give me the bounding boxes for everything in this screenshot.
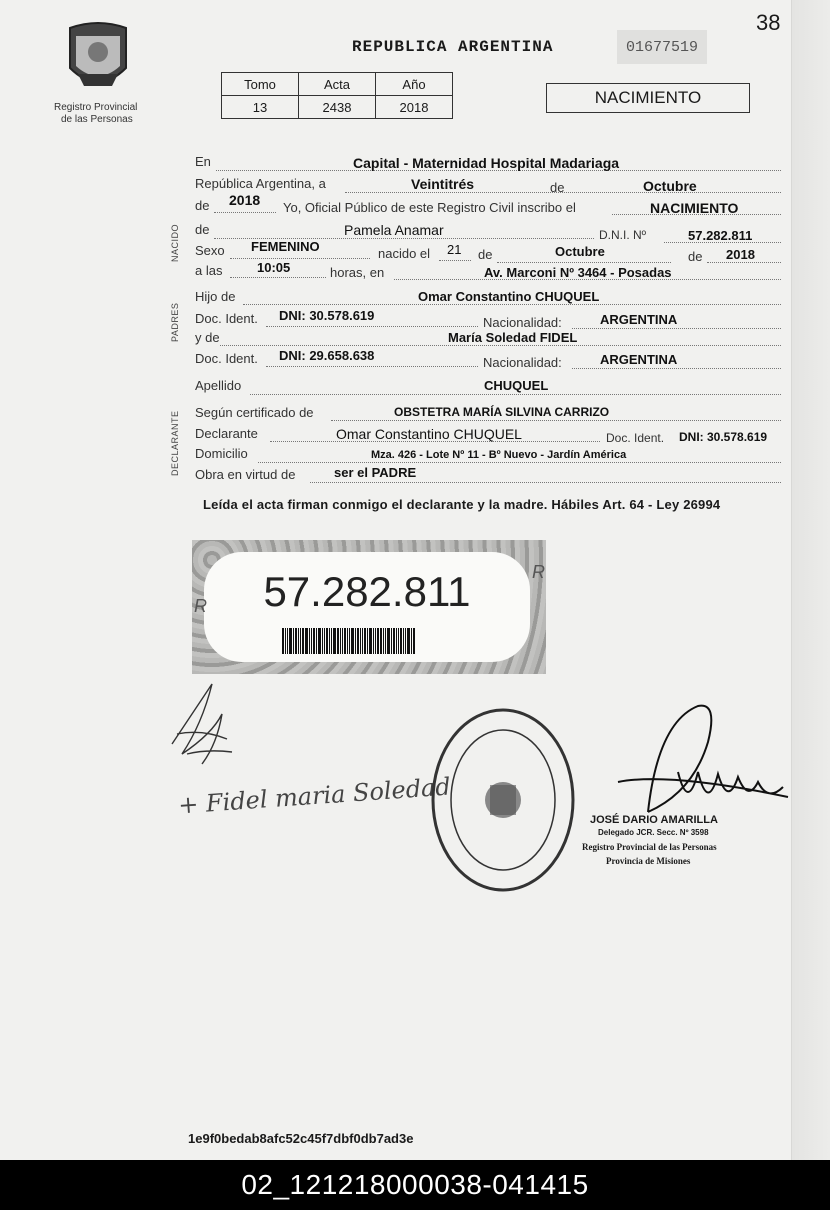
apellido-label: Apellido xyxy=(195,378,242,393)
file-id: 02_121218000038-041415 xyxy=(241,1169,589,1200)
table-header-row xyxy=(222,73,453,96)
obra-value: ser el PADRE xyxy=(334,465,417,480)
birth-place-value: Capital - Maternidad Hospital Madariaga xyxy=(353,155,620,171)
mother-name-value: María Soledad FIDEL xyxy=(448,330,578,345)
serial-number: 01677519 xyxy=(617,30,707,64)
horas-label: horas, en xyxy=(330,265,385,280)
yde-label: y de xyxy=(195,330,220,345)
table-row xyxy=(222,96,453,119)
nacido-el-label: nacido el xyxy=(378,246,431,261)
declarante-doc-value: DNI: 30.578.619 xyxy=(679,430,768,444)
declarante-label: Declarante xyxy=(195,426,258,441)
header-acta: Acta xyxy=(299,73,376,96)
section-label-nacido: NACIDO xyxy=(170,223,180,262)
page-number: 38 xyxy=(756,10,781,35)
sticker-mark-right: R xyxy=(532,562,545,582)
value-ano: 2018 xyxy=(376,96,453,119)
year-prefix-label: de xyxy=(195,198,210,213)
republica-label: República Argentina, a xyxy=(195,176,326,191)
barcode xyxy=(282,628,462,654)
birth-day-value: 21 xyxy=(447,242,462,257)
nac1-label: Nacionalidad: xyxy=(483,315,562,330)
country-title: REPUBLICA ARGENTINA xyxy=(352,38,554,56)
declarante-value: Omar Constantino CHUQUEL xyxy=(336,426,522,442)
hijo-label: Hijo de xyxy=(195,289,236,304)
document-type-box: NACIMIENTO xyxy=(546,83,750,113)
decl-doc-label: Doc. Ident. xyxy=(606,431,665,445)
child-dni-value: 57.282.811 xyxy=(688,228,753,243)
official-seal-icon xyxy=(428,705,578,895)
father-doc-value: DNI: 30.578.619 xyxy=(279,308,375,323)
child-name-value: Pamela Anamar xyxy=(344,222,444,238)
father-name-value: Omar Constantino CHUQUEL xyxy=(418,289,600,304)
name-de-label: de xyxy=(195,222,210,237)
value-acta: 2438 xyxy=(299,96,376,119)
sticker-mark-left: R xyxy=(194,596,207,616)
year-value: 2018 xyxy=(229,192,261,208)
mother-nationality-value: ARGENTINA xyxy=(600,352,678,367)
cert-value: OBSTETRA MARÍA SILVINA CARRIZO xyxy=(394,405,610,419)
official-name: JOSÉ DARIO AMARILLA xyxy=(590,814,718,826)
mother-doc-value: DNI: 29.658.638 xyxy=(279,348,375,363)
domicilio-value: Mza. 426 - Lote Nº 11 - Bº Nuevo - Jardín América xyxy=(371,449,627,461)
lugar-value: Av. Marconi Nº 3464 - Posadas xyxy=(484,265,672,280)
obra-label: Obra en virtud de xyxy=(195,467,296,482)
nac2-label: Nacionalidad: xyxy=(483,355,562,370)
logo-org-line1: Registro Provincial xyxy=(54,102,138,113)
coat-of-arms-icon xyxy=(62,18,134,98)
dni-label: D.N.I. Nº xyxy=(599,228,647,242)
birth-de1-label: de xyxy=(478,247,493,262)
dni-sticker-number: 57.282.811 xyxy=(263,568,471,615)
section-label-padres: PADRES xyxy=(170,302,180,342)
de-label: de xyxy=(550,180,565,195)
father-nationality-value: ARGENTINA xyxy=(600,312,678,327)
apellido-value: CHUQUEL xyxy=(484,378,549,393)
provincial-logo xyxy=(62,18,134,98)
dni-sticker xyxy=(192,540,546,674)
header-ano: Año xyxy=(376,73,453,96)
header-tomo: Tomo xyxy=(222,73,299,96)
declarant-signature-icon xyxy=(162,674,242,774)
hora-value: 10:05 xyxy=(257,260,291,275)
month-value: Octubre xyxy=(643,178,697,194)
value-tomo: 13 xyxy=(222,96,299,119)
logo-org-line2: de las Personas xyxy=(61,114,133,125)
domicilio-label: Domicilio xyxy=(195,446,248,461)
document-hash: 1e9f0bedab8afc52c45f7dbf0db7ad3e xyxy=(188,1131,414,1146)
official-signature-icon xyxy=(588,702,798,822)
sexo-label: Sexo xyxy=(195,243,225,258)
closing-note: Leída el acta firman conmigo el declarante y la madre. Hábiles Art. 64 - Ley 26994 xyxy=(203,497,721,512)
section-label-declarante: DECLARANTE xyxy=(170,410,180,476)
sexo-value: FEMENINO xyxy=(251,239,320,254)
doc2-label: Doc. Ident. xyxy=(195,351,258,366)
official-role: Delegado JCR. Secc. Nº 3598 xyxy=(598,828,709,837)
inscribe-type-value: NACIMIENTO xyxy=(650,200,739,216)
cert-label: Según certificado de xyxy=(195,405,314,420)
oficial-text: Yo, Oficial Público de este Registro Civil inscribo el xyxy=(283,200,576,215)
birth-month-value: Octubre xyxy=(555,244,605,259)
page-edge xyxy=(791,0,830,1160)
file-id-bar xyxy=(0,1160,830,1210)
birth-de2-label: de xyxy=(688,249,703,264)
doc1-label: Doc. Ident. xyxy=(195,311,258,326)
alas-label: a las xyxy=(195,263,223,278)
dni-sticker-panel xyxy=(204,552,530,662)
birth-year-value: 2018 xyxy=(726,247,755,262)
mother-signature: + Fidel maria Soledad xyxy=(177,772,452,820)
official-org: Registro Provincial de las Personas xyxy=(582,842,717,852)
official-province: Provincia de Misiones xyxy=(606,856,691,866)
en-label: En xyxy=(195,154,211,169)
tomo-acta-table xyxy=(221,72,453,119)
day-words-value: Veintitrés xyxy=(411,176,475,192)
